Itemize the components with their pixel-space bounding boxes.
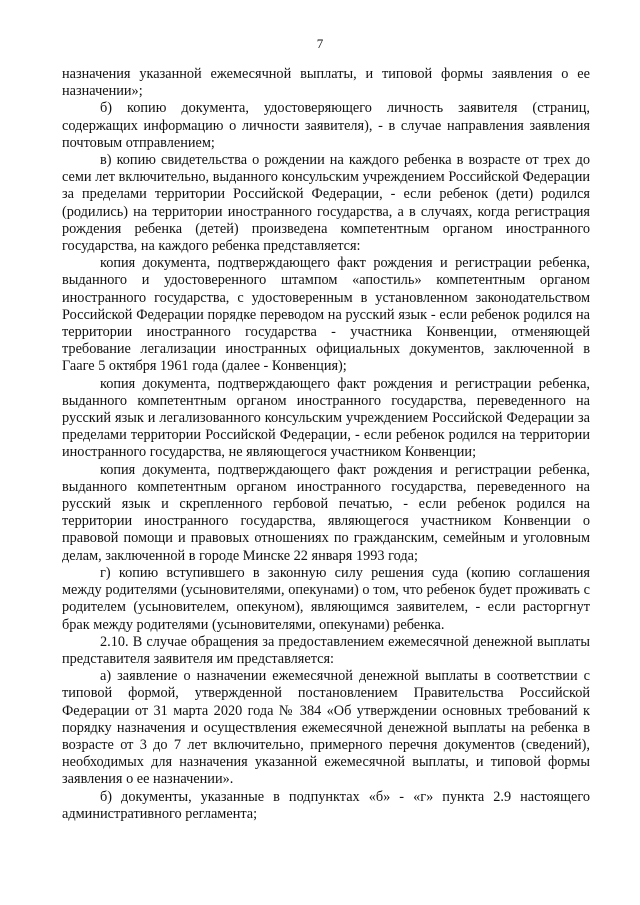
paragraph-section-2-10: 2.10. В случае обращения за предоставлением ежемесячной денежной выплаты представителя заявителя им представляется: (62, 633, 590, 667)
paragraph-item-b: б) копию документа, удостоверяющего личность заявителя (страниц, содержащих информацию о личности заявителя), - в случае направления заявления почтовым отправлением; (62, 100, 590, 151)
paragraph-legalized-copy: копия документа, подтверждающего факт рождения и регистрации ребенка, выданного компетентным органом иностранного государства, переведенного на русский язык и легализованного консульским учреждением Российской Федерации за пределами территории Российской Федерации, - если ребенок родился на территории иностранного государства, не являющегося участником Конвенции; (62, 375, 590, 461)
paragraph-minsk-convention-copy: копия документа, подтверждающего факт рождения и регистрации ребенка, выданного компетентным органом иностранного государства, переведенного на русский язык и скрепленного гербовой печатью, - если ребенок родился на территории иностранного государства, являющегося участником Конвенции о правовой помощи и правовых отношениях по гражданским, семейным и уголовным делам, заключенной в городе Минске 22 января 1993 года; (62, 461, 590, 564)
paragraph-apostille-copy: копия документа, подтверждающего факт рождения и регистрации ребенка, выданного и удостоверенного штампом «апостиль» компетентным органом иностранного государства, с удостоверенным в установленном законодательством Российской Федерации порядке переводом на русский язык - если ребенок родился на территории иностранного государства - участника Конвенции, отменяющей требование легализации иностранных официальных документов, заключенной в Гааге 5 октября 1961 года (далее - Конвенция); (62, 255, 590, 375)
paragraph-item-g: г) копию вступившего в законную силу решения суда (копию соглашения между родителями (усыновителями, опекунами) о том, что ребенок будет проживать с родителем (усыновителем, опекуном), являющимся заявителем, - если расторгнут брак между родителями (усыновителями, опекунами) ребенка. (62, 564, 590, 633)
paragraph-section-2-10-b: б) документы, указанные в подпунктах «б» - «г» пункта 2.9 настоящего административного регламента; (62, 788, 590, 822)
paragraph-item-v: в) копию свидетельства о рождении на каждого ребенка в возрасте от трех до семи лет включительно, выданного консульским учреждением Российской Федерации за пределами территории Российской Федерации, - если ребенок (дети) родился (родились) на территории иностранного государства, а в случаях, когда регистрация рождения ребенка (детей) произведена компетентным органом иностранного государства, на каждого ребенка представляется: (62, 152, 590, 255)
document-body (62, 66, 590, 823)
page-number: 7 (316, 36, 324, 51)
paragraph-section-2-10-a: а) заявление о назначении ежемесячной денежной выплаты в соответствии с типовой формой, утвержденной постановлением Правительства Российской Федерации от 31 марта 2020 года № 384 «Об утверждении основных требований к порядку назначения и осуществления ежемесячной денежной выплаты на ребенка в возрасте от 3 до 7 лет включительно, примерного перечня документов (сведений), необходимых для назначения указанной ежемесячной выплаты, и типовой формы заявления о ее назначении». (62, 668, 590, 788)
paragraph-continuation: назначения указанной ежемесячной выплаты, и типовой формы заявления о ее назначении»; (62, 66, 590, 100)
